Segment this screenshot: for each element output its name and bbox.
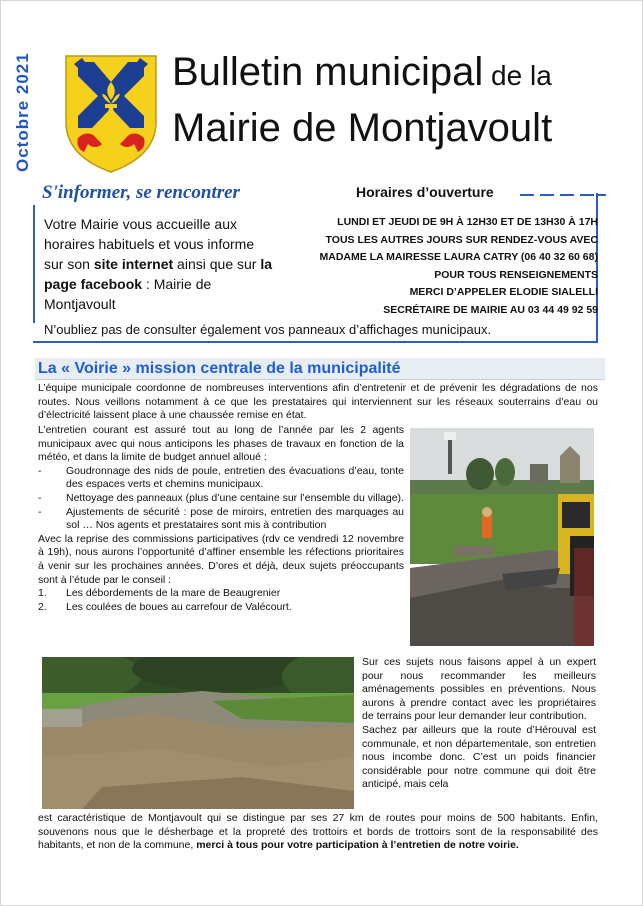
list-item: 2. Les coulées de boues au carrefour de Valécourt. bbox=[38, 600, 292, 613]
road-works-photo bbox=[410, 428, 594, 646]
hours-line: LUNDI ET JEUDI DE 9H À 12H30 ET DE 13H30 À 17H bbox=[337, 216, 598, 228]
website-link[interactable]: site internet bbox=[93, 256, 174, 272]
muddy-road-photo bbox=[42, 657, 354, 809]
hours-line: MADAME LA MAIRESSE LAURA CATRY (06 40 32 60 68) bbox=[319, 251, 598, 263]
slogan: S'informer, se rencontrer bbox=[42, 182, 240, 203]
dashed-line-decoration bbox=[520, 193, 606, 203]
info-box-border-bottom bbox=[33, 341, 598, 343]
opening-hours bbox=[276, 214, 598, 319]
bulletin-title-line2: Mairie de Montjavoult bbox=[172, 106, 553, 150]
article-left-column bbox=[38, 424, 404, 614]
expert-paragraph: Sur ces sujets nous faisons appel à un expert pour nous recommander les meilleurs aménagements possibles en préventions. Nous aurons à prendre contact avec les propriétaires de terrains pour leur demander leur contribution. bbox=[362, 656, 596, 723]
article-conclusion: est caractéristique de Montjavoult qui se distingue par ses 27 km de routes pour moins de 500 habitants. Enfin, souvenons nous que le désherbage et la propreté des trottoirs et bords de trottoirs sont de la responsabilité des habitants, et non de la commune, merci à tous pour votre participation à l’entretien de notre voirie. bbox=[38, 812, 598, 852]
facebook-link[interactable]: la page facebook bbox=[44, 256, 273, 292]
article-heading: La « Voirie » mission centrale de la municipalité bbox=[35, 358, 605, 380]
herouval-paragraph: Sachez par ailleurs que la route d’Hérouval est communale, et non départementale, son entretien nous incombe donc. C’est un poids financier considérable pour notre commune qui doit être anticipé, mais cela bbox=[362, 723, 596, 791]
notice-text: N’oubliez pas de consulter également vos panneaux d’affichages municipaux. bbox=[44, 322, 492, 337]
commissions-paragraph: Avec la reprise des commissions participatives (rdv ce vendredi 12 novembre à 19h), nous aurons l’opportunité d’affiner ensemble les réfections prioritaires à venir sur les prochaines années. D’ores et déjà, deux sujets préoccupants sont à l’étude par le conseil : bbox=[38, 532, 404, 586]
village-crest-logo bbox=[62, 52, 160, 176]
article-right-column bbox=[362, 656, 596, 792]
hours-line: MERCI D’APPELER ELODIE SIALELLI bbox=[409, 286, 598, 298]
list-item: 1. Les débordements de la mare de Beaugrenier bbox=[38, 587, 281, 600]
hours-title: Horaires d’ouverture bbox=[356, 184, 494, 200]
welcome-text: Votre Mairie vous accueille aux horaires habituels et vous informe sur son site internet ainsi que sur la page facebook : Mairie de Montjavoult bbox=[44, 216, 273, 312]
hours-line: TOUS LES AUTRES JOURS SUR RENDEZ-VOUS AVEC bbox=[325, 233, 598, 246]
hours-line: SECRÉTAIRE DE MAIRIE AU 03 44 49 92 59 bbox=[383, 303, 598, 316]
bulletin-date: Octobre 2021 bbox=[13, 52, 32, 172]
list-item: - Nettoyage des panneaux (plus d’une centaine sur l’ensemble du village). bbox=[38, 491, 404, 504]
list-item: - Ajustements de sécurité : pose de miroirs, entretien des marquages au sol … Nos agents et prestataires sont mis à contribution bbox=[38, 505, 404, 532]
bulletin-title-line1: Bulletin municipal de la bbox=[172, 50, 552, 94]
list-item: - Goudronnage des nids de poule, entretien des évacuations d’eau, tonte des espaces verts et chemins municipaux. bbox=[38, 464, 404, 491]
article-intro: L’équipe municipale coordonne de nombreuses interventions afin d’entretenir et de prévenir les dégradations de nos routes. Nous veillons notamment à ce que les prestataires qui interviennent sur les réseaux souterrains d’eau ou d’électricité laissent place à une chaussée remise en état. bbox=[38, 382, 598, 422]
hours-line: POUR TOUS RENSEIGNEMENTS bbox=[434, 268, 598, 281]
maintenance-paragraph: L’entretien courant est assuré tout au long de l’année par les 2 agents municipaux avec qui nous anticipons les phases de travaux en fonction de la météo, et dans la limite de budget annuel alloué : bbox=[38, 424, 404, 464]
